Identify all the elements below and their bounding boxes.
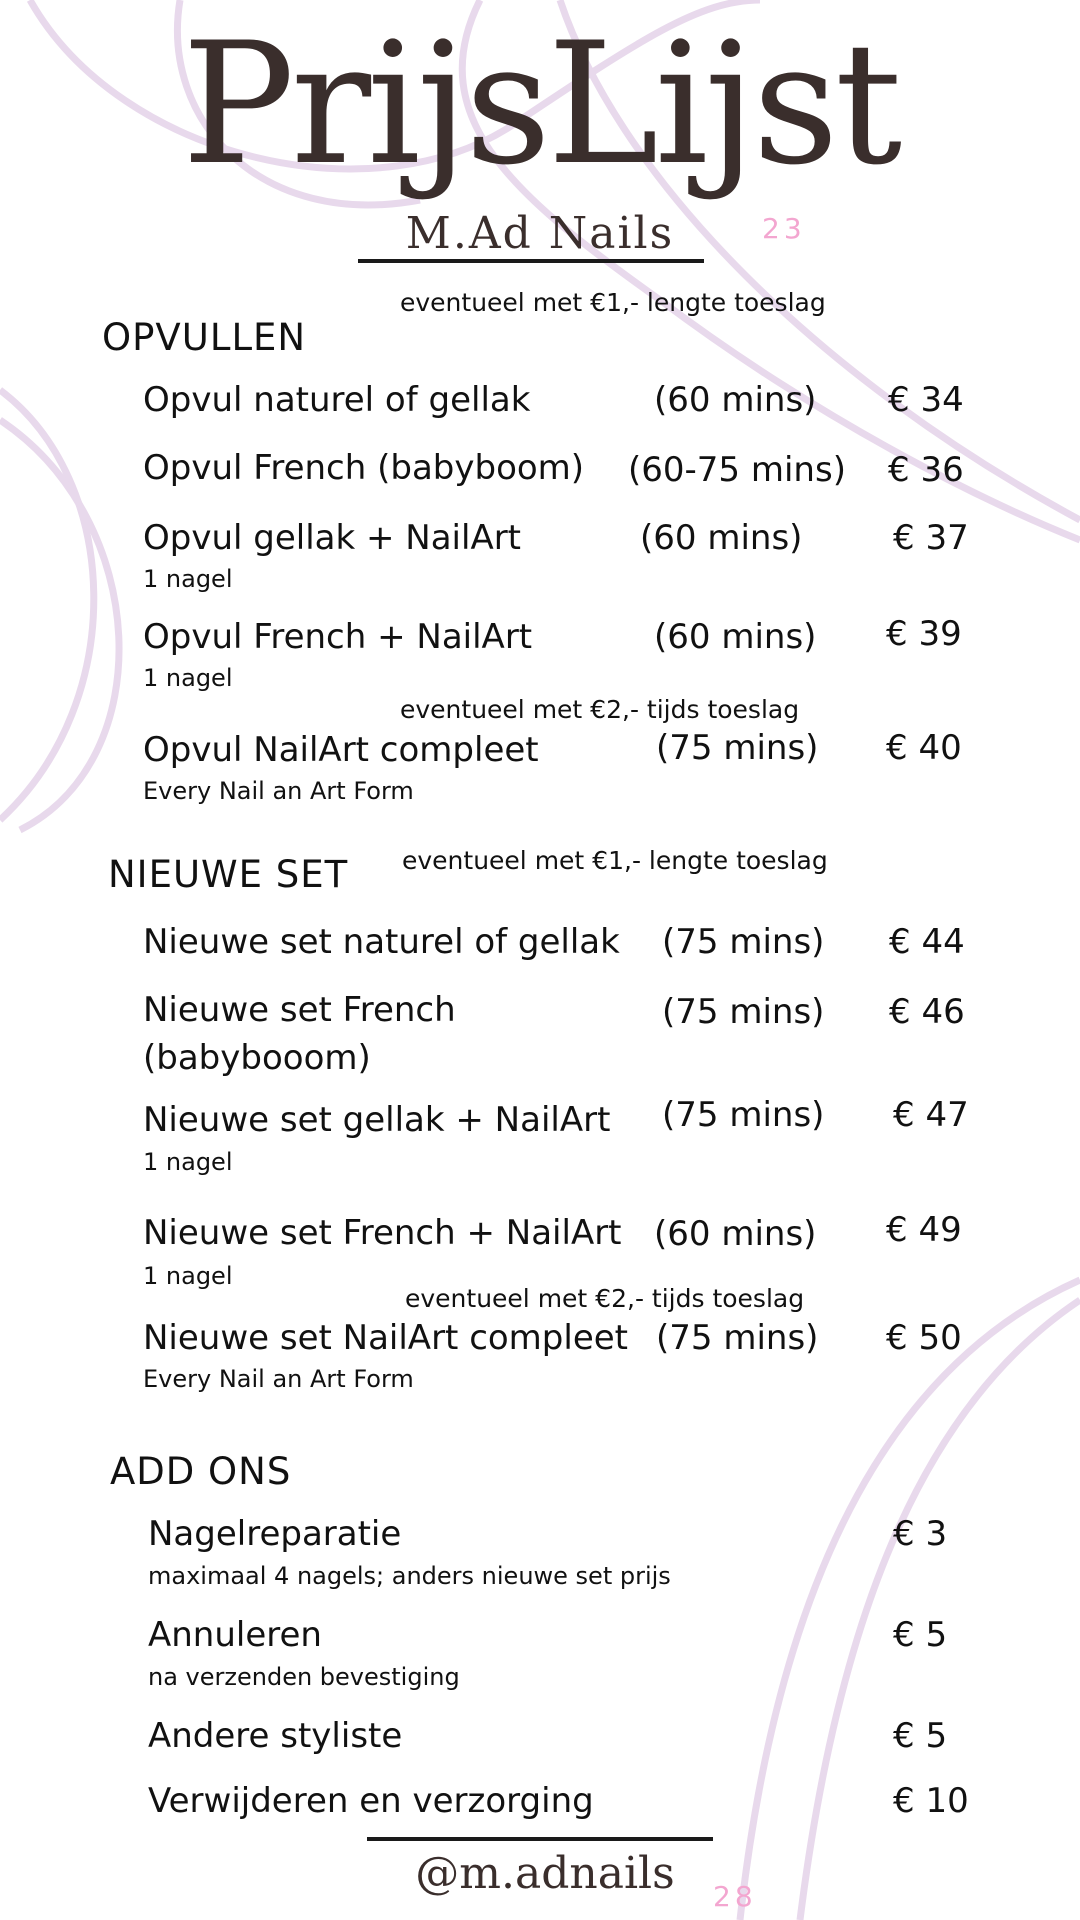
footer-divider	[367, 1837, 713, 1841]
opvul-item-price: € 37	[893, 518, 969, 558]
opvul-item-name: Opvul French (babyboom)	[143, 448, 585, 488]
opvul-item-sub: Every Nail an Art Form	[143, 777, 414, 805]
opvul-item-duration: (60 mins)	[640, 518, 803, 558]
section-heading-opvullen: OPVULLEN	[102, 316, 307, 359]
nieuwe-set-item-price: € 49	[886, 1210, 962, 1250]
section-heading-nieuwe-set: NIEUWE SET	[108, 853, 349, 896]
nieuwe-set-item-duration: (60 mins)	[654, 1214, 817, 1254]
opvul-item-duration: (75 mins)	[656, 728, 819, 768]
nieuwe-set-item-price: € 47	[893, 1095, 969, 1135]
add-on-item-price: € 10	[893, 1781, 969, 1821]
nieuwe-set-item-sub: 1 nagel	[143, 1148, 233, 1176]
instagram-handle[interactable]: @m.adnails	[415, 1848, 675, 1899]
nieuwe-set-item-sub: 1 nagel	[143, 1262, 233, 1290]
nieuwe-set-item-duration: (75 mins)	[656, 1318, 819, 1358]
opvul-item-duration: (60 mins)	[654, 617, 817, 657]
nieuwe-set-item-name: Nieuwe set French	[143, 990, 456, 1030]
brand-name: M.Ad Nails	[405, 208, 675, 259]
nieuwe-set-item-price: € 50	[886, 1318, 962, 1358]
nieuwe-set-item-duration: (75 mins)	[662, 992, 825, 1032]
opvul-item-price: € 36	[888, 450, 964, 490]
opvullen-note-time: eventueel met €2,- tijds toeslag	[400, 695, 800, 724]
nieuwe-set-item-price: € 46	[889, 992, 965, 1032]
add-on-item-name: Annuleren	[148, 1615, 322, 1655]
page-title: PrijsLijst	[181, 6, 899, 202]
year-mark-bottom: 28	[713, 1880, 757, 1913]
add-on-item-price: € 3	[893, 1514, 948, 1554]
nieuwe-set-item-name: Nieuwe set French + NailArt	[143, 1213, 622, 1253]
nieuwe-set-note-length: eventueel met €1,- lengte toeslag	[402, 846, 828, 875]
add-on-item-name: Nagelreparatie	[148, 1514, 402, 1554]
opvul-item-name: Opvul naturel of gellak	[143, 380, 531, 420]
nieuwe-set-item-sub: Every Nail an Art Form	[143, 1365, 414, 1393]
opvul-item-name: Opvul NailArt compleet	[143, 730, 539, 770]
nieuwe-set-item-duration: (75 mins)	[662, 922, 825, 962]
add-on-item-name: Verwijderen en verzorging	[148, 1781, 594, 1821]
nieuwe-set-item-price: € 44	[889, 922, 965, 962]
add-on-item-sub: na verzenden bevestiging	[148, 1663, 460, 1691]
year-mark-top: 23	[762, 212, 806, 245]
add-on-item-name: Andere styliste	[148, 1716, 403, 1756]
section-heading-add-ons: ADD ONS	[110, 1450, 292, 1493]
nieuwe-set-item-name: Nieuwe set gellak + NailArt	[143, 1100, 611, 1140]
opvul-item-sub: 1 nagel	[143, 565, 233, 593]
add-on-item-price: € 5	[893, 1716, 948, 1756]
opvul-item-price: € 39	[886, 614, 962, 654]
opvul-item-name: Opvul French + NailArt	[143, 617, 533, 657]
nieuwe-set-item-duration: (75 mins)	[662, 1095, 825, 1135]
nieuwe-set-note-time: eventueel met €2,- tijds toeslag	[405, 1284, 805, 1313]
header-divider	[358, 259, 704, 263]
opvul-item-price: € 34	[888, 380, 964, 420]
opvullen-note-length: eventueel met €1,- lengte toeslag	[400, 288, 826, 317]
nieuwe-set-item-name: Nieuwe set naturel of gellak	[143, 922, 620, 962]
nieuwe-set-item-name: Nieuwe set NailArt compleet	[143, 1318, 628, 1358]
nieuwe-set-item-name-line2: (babybooom)	[143, 1038, 371, 1078]
opvul-item-duration: (60-75 mins)	[628, 450, 846, 490]
opvul-item-name: Opvul gellak + NailArt	[143, 518, 522, 558]
opvul-item-price: € 40	[886, 728, 962, 768]
opvul-item-sub: 1 nagel	[143, 664, 233, 692]
add-on-item-sub: maximaal 4 nagels; anders nieuwe set prijs	[148, 1562, 671, 1590]
opvul-item-duration: (60 mins)	[654, 380, 817, 420]
add-on-item-price: € 5	[893, 1615, 948, 1655]
